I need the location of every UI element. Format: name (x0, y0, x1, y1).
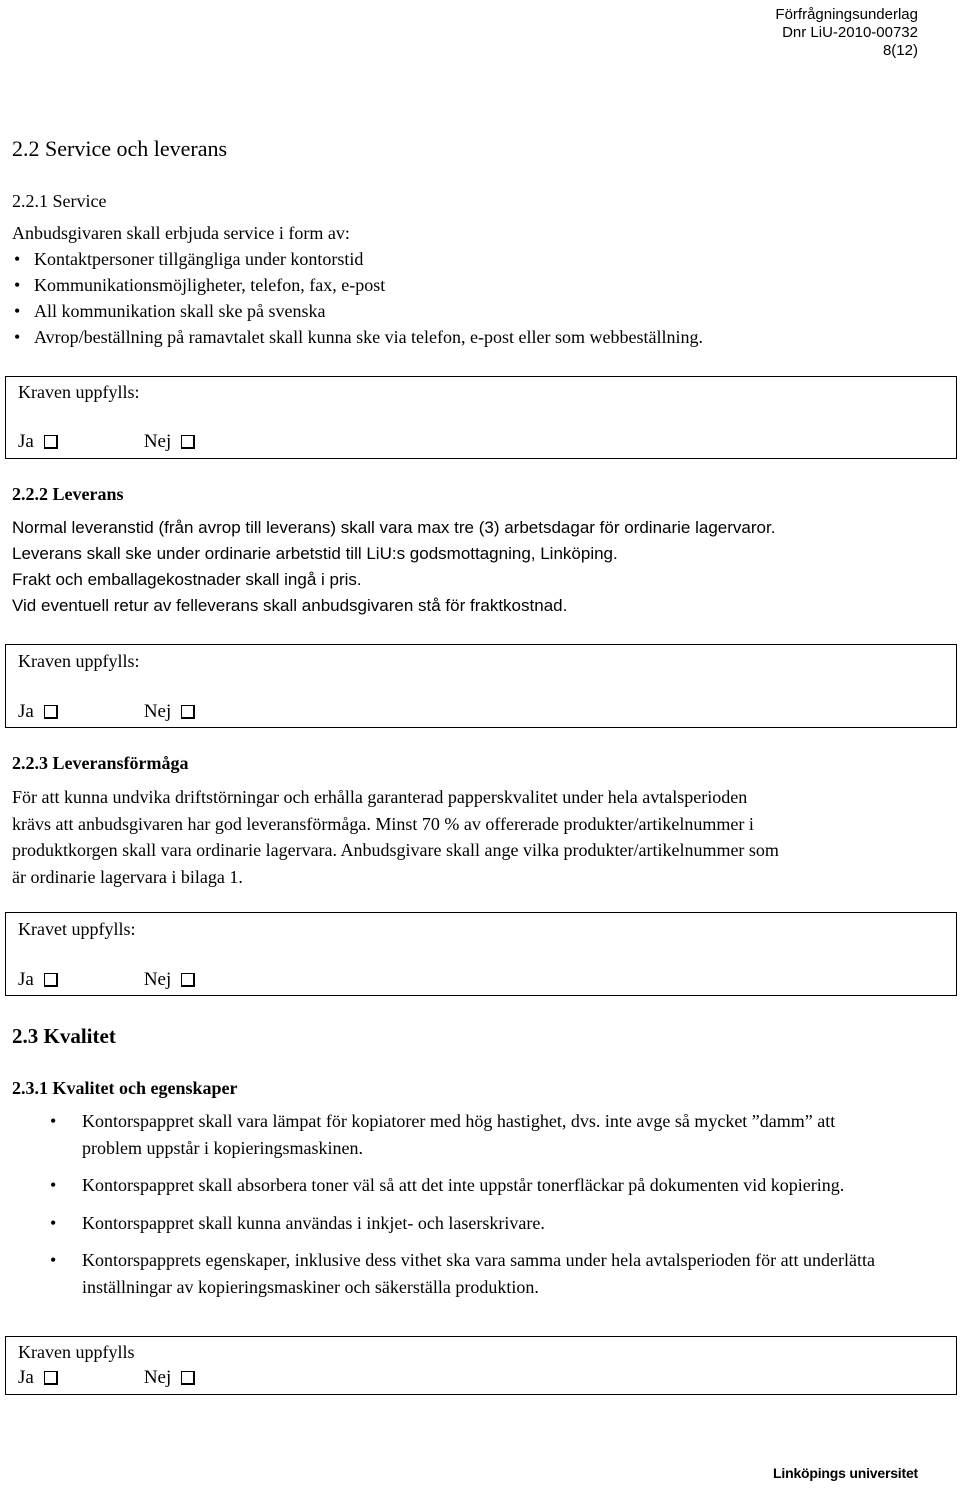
paragraph-line: krävs att anbudsgivaren har god leveransförmåga. Minst 70 % av offererade produkter/artikelnummer i (12, 813, 754, 834)
nej-checkbox[interactable] (181, 435, 195, 449)
paragraph-line: produktkorgen skall vara ordinarie lagervara. Anbudsgivare skall ange vilka produkter/artikelnummer som (12, 840, 779, 860)
section-2-2-3-body (12, 784, 779, 890)
requirement-box-service (5, 376, 957, 459)
ja-label: Ja (18, 701, 34, 722)
requirement-box-leveransformaga (5, 912, 957, 996)
nej-label: Nej (143, 701, 172, 722)
paragraph-line: är ordinarie lagervara i bilaga 1. (12, 866, 243, 887)
paragraph-line: Vid eventuell retur av felleverans skall anbudsgivaren stå för fraktkostnad. (12, 596, 568, 615)
requirement-box-kvalitet (5, 1336, 957, 1395)
service-bullet-list (12, 246, 703, 350)
quality-bullet-list (12, 1108, 932, 1311)
ja-label: Ja (18, 1367, 34, 1388)
list-item: • Kontorspapprets egenskaper, inklusive dess vithet ska vara samma under hela avtalsperioden för att underlätta inställningar av kopieringsmaskiner och säkerställa produktion. (12, 1247, 932, 1300)
nej-checkbox[interactable] (181, 705, 195, 719)
section-2-2-3-title: 2.2.3 Leveransförmåga (12, 753, 189, 773)
ja-checkbox[interactable] (44, 705, 58, 719)
university-logo: Linköpings universitet (773, 1465, 918, 1481)
requirement-label: Kraven uppfylls: (18, 651, 140, 671)
list-item: • Kontaktpersoner tillgängliga under kontorstid (12, 246, 703, 272)
nej-checkbox[interactable] (181, 1371, 195, 1385)
requirement-label: Kraven uppfylls (18, 1342, 135, 1362)
ja-checkbox[interactable] (44, 1371, 58, 1385)
header-page-number: 8(12) (882, 42, 918, 59)
yes-no-choice (18, 1367, 195, 1389)
ja-checkbox[interactable] (44, 435, 58, 449)
ja-label: Ja (18, 431, 34, 452)
section-2-2-1-title: 2.2.1 Service (12, 191, 107, 211)
list-item: • Kontorspappret skall kunna användas i inkjet- och laserskrivare. (12, 1210, 932, 1237)
nej-label: Nej (143, 431, 172, 452)
requirement-label: Kraven uppfylls: (18, 382, 140, 402)
list-item: • Kommunikationsmöjligheter, telefon, fax, e-post (12, 272, 703, 298)
list-item: • Kontorspappret skall absorbera toner väl så att det inte uppstår tonerfläckar på dokumenten vid kopiering. (12, 1172, 932, 1199)
nej-label: Nej (143, 1367, 172, 1388)
section-2-2-title: 2.2 Service och leverans (12, 136, 228, 161)
section-2-2-1-intro: Anbudsgivaren skall erbjuda service i form av: (12, 223, 350, 243)
requirement-box-leverans (5, 644, 957, 728)
header-dnr: Dnr LiU-2010-00732 (782, 24, 918, 41)
yes-no-choice (18, 701, 195, 723)
requirement-label: Kravet uppfylls: (18, 919, 136, 939)
document-header (775, 6, 918, 60)
list-item: • All kommunikation skall ske på svenska (12, 298, 703, 324)
paragraph-line: För att kunna undvika driftstörningar och erhålla garanterad papperskvalitet under hela avtalsperioden (12, 787, 748, 807)
ja-checkbox[interactable] (44, 973, 58, 987)
section-2-2-2-body (12, 515, 775, 619)
ja-label: Ja (18, 969, 34, 990)
header-doc-type: Förfrågningsunderlag (775, 6, 918, 23)
section-2-3-title: 2.3 Kvalitet (12, 1024, 116, 1048)
section-2-3-1-title: 2.3.1 Kvalitet och egenskaper (12, 1078, 238, 1098)
paragraph-line: Frakt och emballagekostnader skall ingå i pris. (12, 570, 362, 589)
yes-no-choice (18, 431, 195, 453)
nej-label: Nej (143, 969, 172, 990)
list-item: • Avrop/beställning på ramavtalet skall kunna ske via telefon, e-post eller som webbeställning. (12, 324, 703, 350)
paragraph-line: Normal leveranstid (från avrop till leverans) skall vara max tre (3) arbetsdagar för ordinarie lagervaror. (12, 518, 776, 537)
paragraph-line: Leverans skall ske under ordinarie arbetstid till LiU:s godsmottagning, Linköping. (12, 544, 618, 563)
list-item: • Kontorspappret skall vara lämpat för kopiatorer med hög hastighet, dvs. inte avge så mycket ”damm” att problem uppstår i kopieringsmaskinen. (12, 1108, 932, 1161)
yes-no-choice (18, 969, 195, 991)
section-2-2-2-title: 2.2.2 Leverans (12, 484, 124, 504)
nej-checkbox[interactable] (181, 973, 195, 987)
